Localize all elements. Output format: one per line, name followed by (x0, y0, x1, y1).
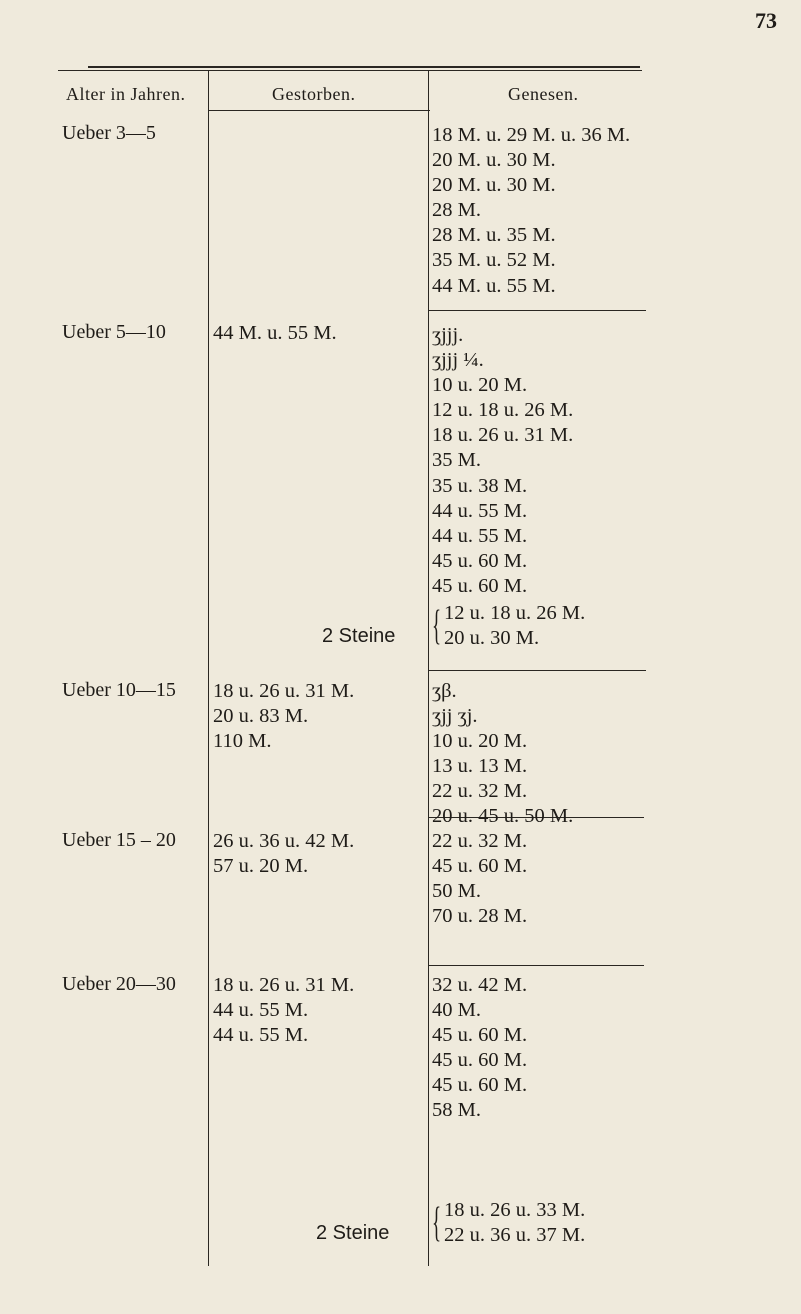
recovered-cell (432, 123, 630, 299)
recovered-entry: 35 u. 38 M. (432, 474, 528, 497)
age-group: Ueber 15 – 20 (62, 829, 176, 851)
recovered-entry: 13 u. 13 M. (432, 755, 528, 778)
recovered-entry: 18 M. u. 29 M. u. 36 M. (432, 124, 631, 146)
recovered-entry: 28 M. (432, 199, 481, 222)
recovered-entry: 20 M. u. 30 M. (432, 174, 556, 197)
header-rule (208, 110, 430, 111)
page-number: 73 (755, 8, 777, 33)
curly-brace-icon: { (432, 603, 442, 649)
recovered-entry: 28 M. u. 35 M. (432, 224, 556, 247)
recovered-entry: 20 M. u. 30 M. (432, 149, 556, 172)
column-separator-2 (428, 70, 429, 1266)
recovered-entry: 10 u. 20 M. (432, 730, 528, 753)
died-entry: 18 u. 26 u. 31 M. (213, 680, 355, 702)
recovered-entry: 45 u. 60 M. (432, 1024, 528, 1047)
died-note: 2 Steine (322, 625, 396, 647)
died-entry: 44 M. u. 55 M. (213, 322, 337, 344)
recovered-entry: 44 u. 55 M. (432, 524, 528, 547)
died-entry: 18 u. 26 u. 31 M. (213, 974, 355, 996)
bracketed-entries (432, 601, 586, 651)
recovered-entry: 45 u. 60 M. (432, 1049, 528, 1072)
recovered-entry: 45 u. 60 M. (432, 574, 528, 597)
age-group: Ueber 5—10 (62, 321, 166, 343)
row-separator (428, 670, 646, 671)
age-group: Ueber 10—15 (62, 679, 176, 701)
header-died: Gestorben. (272, 84, 356, 104)
recovered-entry: 50 M. (432, 880, 481, 903)
recovered-entry: 22 u. 32 M. (432, 830, 528, 852)
died-entry: 26 u. 36 u. 42 M. (213, 830, 355, 852)
recovered-cell (432, 829, 527, 929)
recovered-entry: 18 u. 26 u. 33 M. (444, 1199, 586, 1221)
recovered-entry: ʒjjj. (432, 324, 464, 346)
died-cell (213, 973, 354, 1048)
recovered-entry: 32 u. 42 M. (432, 974, 528, 996)
table-top-rule-2 (58, 70, 642, 71)
recovered-entry: 22 u. 36 u. 37 M. (444, 1224, 586, 1247)
recovered-entry: 20 u. 45 u. 50 M. (432, 805, 574, 828)
recovered-entry: 44 M. u. 55 M. (432, 274, 556, 297)
recovered-entry: 35 M. (432, 449, 481, 472)
recovered-entry: 58 M. (432, 1099, 481, 1122)
died-cell (213, 679, 354, 754)
row-separator (428, 965, 644, 966)
recovered-entry: 12 u. 18 u. 26 M. (444, 602, 586, 624)
died-entry: 20 u. 83 M. (213, 705, 309, 728)
died-cell (213, 829, 354, 879)
recovered-entry: 35 M. u. 52 M. (432, 249, 556, 272)
bracketed-entries (432, 1198, 586, 1248)
age-group: Ueber 3—5 (62, 122, 156, 144)
died-entry: 57 u. 20 M. (213, 855, 309, 878)
recovered-entry: 40 M. (432, 999, 481, 1022)
recovered-entry: ʒjjj ¼. (432, 349, 484, 372)
header-age: Alter in Jahren. (66, 84, 186, 104)
recovered-entry: ʒjj ʒj. (432, 705, 478, 728)
recovered-entry: 18 u. 26 u. 31 M. (432, 424, 574, 447)
row-separator (428, 310, 646, 311)
recovered-entry: 12 u. 18 u. 26 M. (432, 399, 574, 422)
recovered-entry: 45 u. 60 M. (432, 1074, 528, 1097)
recovered-entry: 70 u. 28 M. (432, 905, 528, 928)
age-group: Ueber 20—30 (62, 973, 176, 995)
table-top-rule (88, 66, 640, 68)
recovered-entry: 20 u. 30 M. (444, 627, 540, 650)
died-note: 2 Steine (316, 1222, 390, 1244)
recovered-cell (432, 973, 527, 1124)
recovered-entry: ʒβ. (432, 680, 457, 702)
header-recovered: Genesen. (508, 84, 579, 104)
recovered-entry: 45 u. 60 M. (432, 549, 528, 572)
died-entry: 44 u. 55 M. (213, 999, 309, 1022)
recovered-entry: 22 u. 32 M. (432, 780, 528, 803)
curly-brace-icon: { (432, 1200, 442, 1246)
recovered-entry: 44 u. 55 M. (432, 499, 528, 522)
recovered-entry: 10 u. 20 M. (432, 374, 528, 397)
recovered-cell (432, 679, 573, 830)
died-entry: 44 u. 55 M. (213, 1024, 309, 1047)
column-separator-1 (208, 70, 209, 1266)
died-entry: 110 M. (213, 730, 272, 753)
recovered-entry: 45 u. 60 M. (432, 855, 528, 878)
recovered-cell (432, 323, 573, 599)
died-cell (213, 321, 337, 346)
